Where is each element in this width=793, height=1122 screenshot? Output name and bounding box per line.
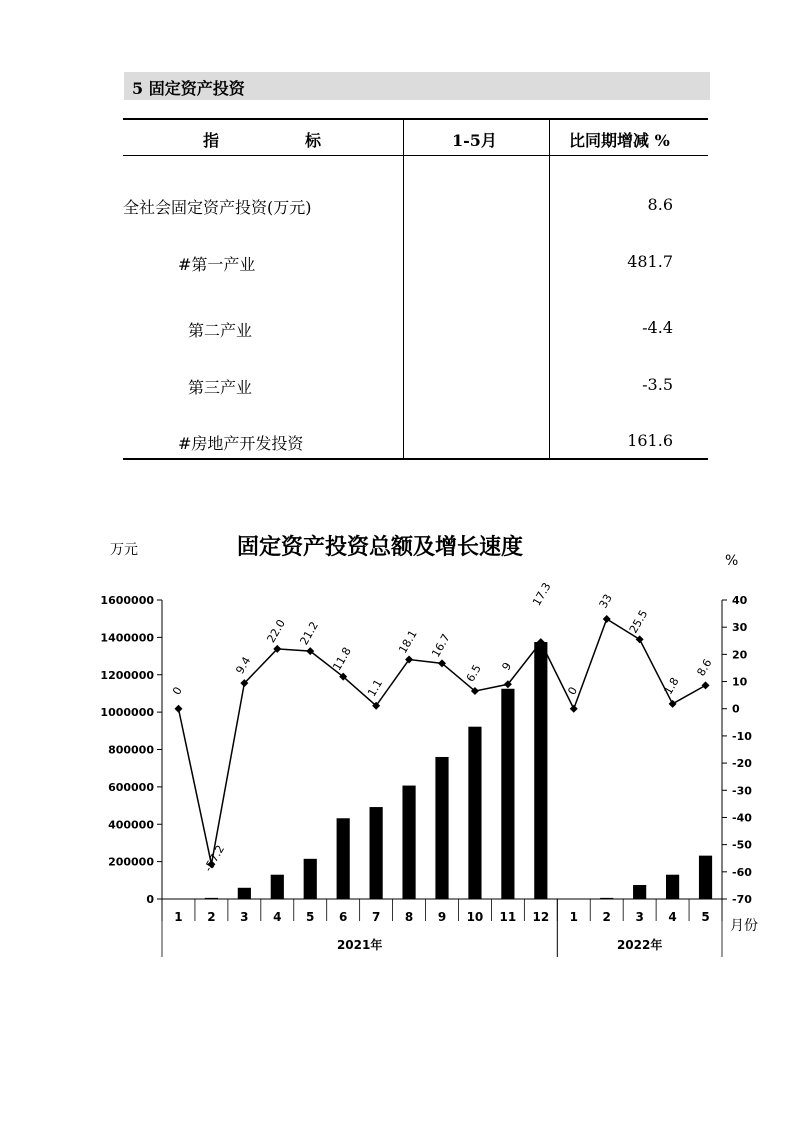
growth-data-label: 22.0 — [264, 617, 289, 646]
row-label-secondary: 第二产业 — [188, 321, 253, 340]
row-value-secondary: -4.4 — [642, 318, 673, 337]
growth-point — [570, 705, 578, 713]
growth-data-label: 6.5 — [463, 662, 484, 685]
month-label: 11 — [499, 910, 517, 924]
month-label: 3 — [240, 910, 249, 924]
investment-chart — [0, 520, 793, 970]
right-tick-label: 30 — [732, 621, 748, 635]
x-axis-unit: 月份 — [730, 918, 758, 934]
growth-point — [603, 615, 611, 623]
row-label-tertiary: 第三产业 — [188, 378, 253, 397]
investment-bar — [468, 727, 481, 899]
growth-data-label: 11.8 — [330, 645, 354, 673]
table-top-rule — [123, 118, 708, 120]
growth-point — [669, 700, 677, 708]
year-label: 2022年 — [616, 938, 663, 952]
growth-data-label: 1.1 — [365, 677, 386, 699]
row-value-total: 8.6 — [647, 195, 673, 214]
table-bottom-rule — [123, 458, 708, 460]
growth-point — [636, 635, 644, 643]
right-tick-label: -20 — [732, 757, 752, 771]
growth-data-label: 16.7 — [429, 631, 453, 660]
investment-bar — [501, 689, 514, 899]
left-tick-label: 0 — [146, 893, 154, 906]
left-tick-label: 1600000 — [100, 594, 154, 607]
left-tick-label: 200000 — [108, 855, 154, 869]
left-axis-unit: 万元 — [110, 542, 138, 558]
month-label: 1 — [569, 910, 578, 924]
growth-data-label: 0 — [565, 684, 581, 698]
right-tick-label: 40 — [732, 594, 748, 607]
investment-bar — [534, 642, 547, 899]
month-label: 9 — [437, 910, 447, 924]
month-label: 5 — [306, 910, 315, 924]
right-tick-label: -10 — [732, 729, 752, 743]
row-value-primary: 481.7 — [627, 252, 673, 271]
header-indicator-a: 指 — [203, 131, 220, 150]
right-tick-label: 20 — [732, 648, 748, 662]
growth-data-label: 33 — [596, 591, 615, 611]
growth-data-label: 17.3 — [530, 580, 554, 609]
month-label: 4 — [668, 910, 677, 924]
table-divider-2 — [549, 119, 550, 459]
investment-bar — [271, 875, 284, 899]
growth-data-label: -57.2 — [201, 842, 228, 875]
investment-bar — [699, 856, 712, 899]
growth-point — [702, 681, 710, 689]
investment-bar — [337, 818, 350, 899]
year-label: 2021年 — [336, 938, 383, 952]
investment-bar — [370, 807, 383, 899]
growth-data-label: 0 — [170, 684, 185, 698]
right-tick-label: 10 — [732, 675, 748, 689]
right-tick-label: -50 — [732, 838, 752, 852]
growth-data-label: 18.1 — [396, 627, 420, 656]
month-label: 5 — [701, 910, 710, 924]
left-tick-label: 1200000 — [100, 668, 154, 682]
month-label: 4 — [273, 910, 282, 924]
right-tick-label: -40 — [732, 811, 752, 825]
investment-bar — [666, 875, 679, 899]
table-header-rule — [123, 155, 708, 156]
month-label: 8 — [404, 910, 414, 924]
growth-data-label: 21.2 — [297, 619, 321, 648]
month-label: 12 — [532, 910, 550, 924]
investment-bar — [205, 898, 218, 899]
investment-bar — [304, 859, 317, 899]
growth-data-label: 1.8 — [661, 675, 682, 697]
row-value-tertiary: -3.5 — [642, 375, 673, 394]
left-tick-label: 400000 — [108, 818, 154, 832]
chart-title: 固定资产投资总额及增长速度 — [236, 535, 524, 560]
right-tick-label: 0 — [732, 702, 740, 716]
right-tick-label: -70 — [732, 893, 752, 906]
month-label: 7 — [371, 910, 381, 924]
growth-data-label: 8.6 — [694, 656, 715, 679]
investment-bar — [238, 888, 251, 899]
month-label: 2 — [207, 910, 216, 924]
section-header — [124, 72, 710, 100]
header-indicator-b: 标 — [305, 131, 322, 150]
investment-bar — [633, 885, 646, 899]
growth-data-label: 9.4 — [233, 654, 254, 677]
month-label: 6 — [338, 910, 348, 924]
row-label-primary: #第一产业 — [178, 255, 256, 274]
growth-data-label: 25.5 — [626, 607, 651, 636]
row-value-realestate: 161.6 — [627, 431, 673, 450]
header-period: 1-5月 — [452, 131, 497, 150]
month-label: 2 — [602, 910, 611, 924]
header-change: 比同期增减 % — [569, 131, 670, 150]
growth-data-label: 9 — [499, 660, 515, 673]
section-title: 5 固定资产投资 — [132, 79, 245, 98]
investment-bar — [600, 898, 613, 899]
month-label: 3 — [635, 910, 644, 924]
investment-bar — [435, 757, 448, 899]
left-tick-label: 1000000 — [100, 706, 154, 720]
table-divider-1 — [403, 119, 404, 459]
right-tick-label: -30 — [732, 784, 752, 798]
left-tick-label: 800000 — [108, 743, 154, 757]
row-label-realestate: #房地产开发投资 — [178, 434, 304, 453]
left-tick-label: 1400000 — [100, 631, 154, 645]
growth-point — [174, 705, 182, 713]
left-tick-label: 600000 — [108, 780, 154, 794]
row-label-total: 全社会固定资产投资(万元) — [123, 198, 312, 217]
investment-bar — [402, 786, 415, 899]
month-label: 1 — [174, 910, 183, 924]
right-tick-label: -60 — [732, 865, 752, 879]
month-label: 10 — [466, 910, 484, 924]
right-axis-unit: % — [725, 553, 739, 569]
